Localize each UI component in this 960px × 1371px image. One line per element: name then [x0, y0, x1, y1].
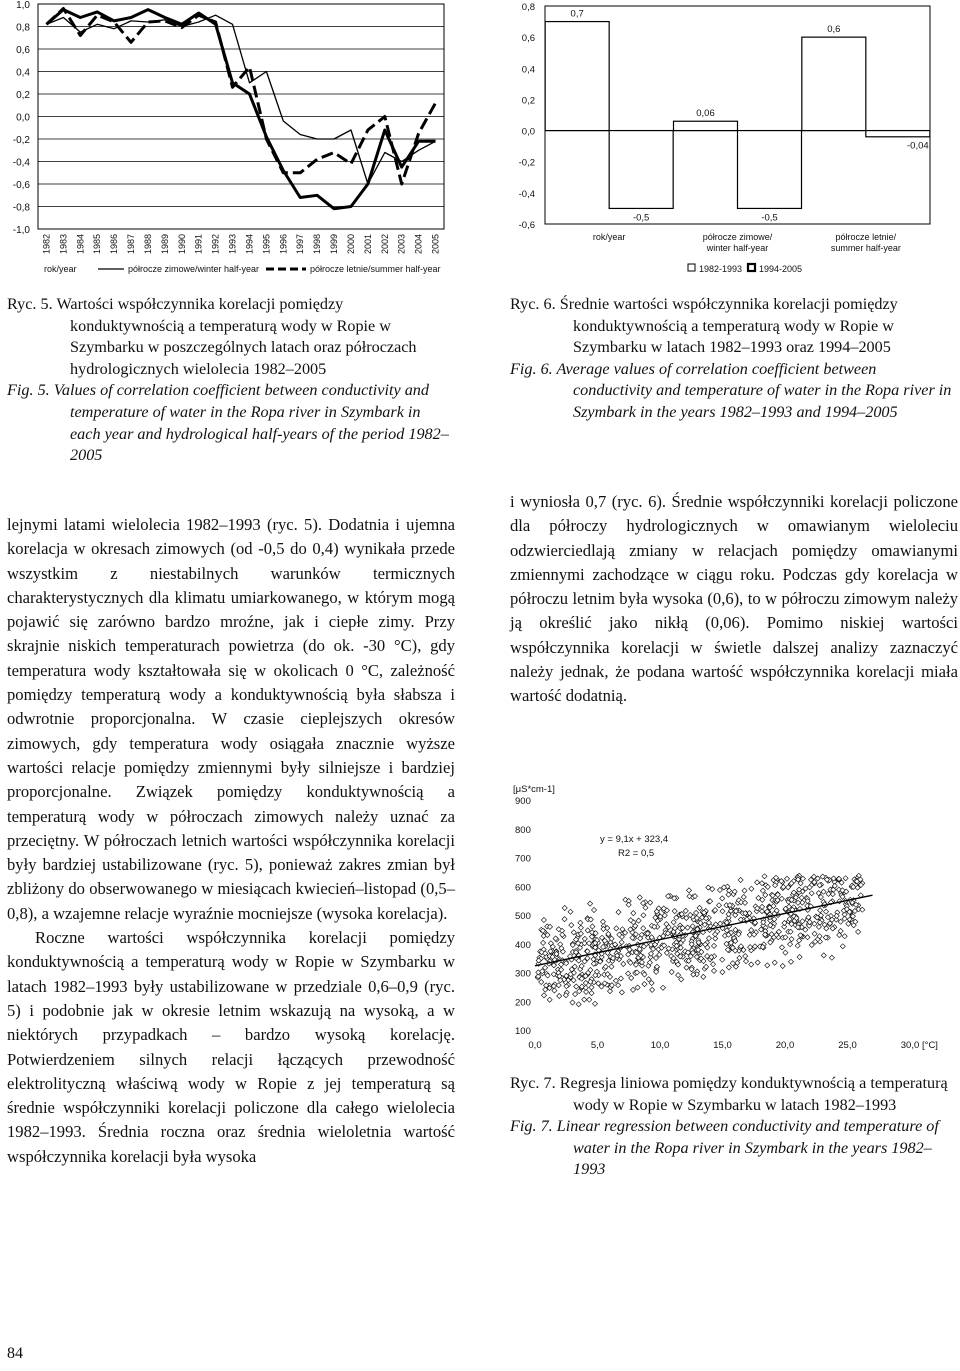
y-tick-label: 200	[515, 997, 531, 1009]
x-tick-label: 1998	[312, 234, 323, 255]
data-point	[843, 876, 848, 881]
data-point	[641, 926, 646, 931]
data-point	[641, 913, 646, 918]
data-point	[626, 971, 631, 976]
x-tick-label: 1986	[109, 234, 120, 255]
data-point	[574, 984, 579, 989]
fig6-caption-pl: Średnie wartości współczynnika korelacji pomiędzy konduktywnością a temperaturą wody w Ropie w Szymbarku w latach 1982–1993 oraz 1994–2005	[559, 295, 898, 357]
legend-label: 1982-1993	[699, 264, 743, 274]
data-point	[616, 983, 621, 988]
data-point	[706, 936, 711, 941]
data-point	[653, 955, 658, 960]
data-point	[662, 913, 667, 918]
x-tick-label: 25,0	[838, 1040, 857, 1051]
x-tick-label: 1985	[92, 234, 103, 255]
x-tick-label: 1987	[126, 234, 137, 255]
data-point	[686, 888, 691, 893]
y-tick-label: -1,0	[12, 225, 30, 236]
data-point	[683, 908, 688, 913]
x-tick-label: 2005	[430, 234, 441, 255]
data-point	[838, 919, 843, 924]
data-point	[616, 910, 621, 915]
data-point	[643, 905, 648, 910]
fig7-caption-pl: Regresja liniowa pomiędzy konduktywnością a temperaturą wody w Ropie w Szymbarku w latach 1982–1993	[559, 1074, 948, 1114]
data-point	[711, 962, 716, 967]
data-point	[780, 963, 785, 968]
data-point	[569, 923, 574, 928]
bar	[802, 37, 866, 130]
data-point	[741, 894, 746, 899]
fig5-line-chart	[0, 0, 450, 285]
data-point	[812, 931, 817, 936]
y-tick-label: 0,6	[16, 45, 30, 56]
x-tick-label: 2004	[413, 234, 424, 255]
data-point	[840, 944, 845, 949]
x-tick-label: 1983	[58, 234, 69, 255]
data-point	[587, 997, 592, 1002]
data-point	[650, 987, 655, 992]
data-point	[619, 990, 624, 995]
data-point	[691, 972, 696, 977]
bar	[609, 131, 673, 209]
data-point	[697, 905, 702, 910]
data-point	[614, 926, 619, 931]
data-point	[562, 905, 567, 910]
left-column-text	[7, 513, 455, 1169]
x-tick-label: 1996	[278, 234, 289, 255]
y-tick-label: 0,0	[521, 126, 535, 138]
data-point	[657, 952, 662, 957]
data-point	[621, 961, 626, 966]
data-point	[541, 940, 546, 945]
y-tick-label: 400	[515, 939, 531, 951]
data-point	[600, 919, 605, 924]
fig7-caption	[510, 1073, 958, 1181]
data-point	[573, 992, 578, 997]
data-point	[760, 904, 765, 909]
fig7-caption-en-lead: Fig. 7.	[510, 1117, 553, 1136]
x-tick-label: rok/year	[592, 232, 626, 242]
legend-label: 1994-2005	[759, 264, 803, 274]
data-point	[592, 1001, 597, 1006]
data-point	[571, 930, 576, 935]
x-tick-label: półrocze zimowe/	[702, 232, 773, 242]
data-point	[570, 1000, 575, 1005]
data-point	[539, 979, 544, 984]
right-paragraph-1: i wyniosła 0,7 (ryc. 6). Średnie współczynniki korelacji policzone dla półroczy hydrologicznych w omawianym wieloleciu odzwierciedlają zmiany w relacjach pomiędzy omawianymi zmiennymi zachodzące w ciągu roku. Podczas gdy korelacja w półroczu letnim była wysoka (0,6), to w półroczu zimowym należy ją określić jako nikłą (0,06). Pomimo niskiej wartości współczynnika korelacji w świetle dalszej analizy zaznaczyć należy jednak, że podana wartość współczynnika korelacji miała wartość dodatnią.	[510, 492, 958, 706]
y-tick-label: 0,4	[16, 67, 30, 79]
data-point	[541, 917, 546, 922]
bar	[866, 131, 930, 137]
y-tick-label: 0,2	[16, 90, 30, 101]
data-point	[842, 934, 847, 939]
data-point	[821, 889, 826, 894]
data-point	[805, 935, 810, 940]
x-tick-label: 30,0	[900, 1040, 920, 1051]
data-point	[590, 924, 595, 929]
data-point	[588, 901, 593, 906]
data-point	[779, 945, 784, 950]
y-tick-label: 800	[515, 824, 531, 836]
data-point	[694, 910, 699, 915]
x-axis-unit: [°C]	[922, 1040, 938, 1051]
bar	[545, 22, 609, 131]
fig7-caption-pl-lead: Ryc. 7.	[510, 1074, 556, 1092]
data-point	[669, 969, 674, 974]
fig7-caption-en: Linear regression between conductivity and temperature of water in the Ropa river in Szymbark in the years 1982–1993	[556, 1117, 939, 1179]
legend-swatch	[748, 264, 755, 271]
data-point	[631, 911, 636, 916]
data-point	[646, 977, 651, 982]
fig6-caption-en-lead: Fig. 6.	[510, 359, 553, 378]
y-tick-label: -0,4	[518, 188, 535, 200]
data-point	[552, 988, 557, 993]
data-point	[717, 887, 722, 892]
x-tick-label: 1991	[193, 234, 204, 255]
x-tick-label: 20,0	[775, 1040, 795, 1051]
data-point	[784, 876, 789, 881]
data-point	[720, 957, 725, 962]
y-tick-label: -0,6	[12, 180, 30, 191]
data-point	[591, 907, 596, 912]
y-tick-label: 0,2	[521, 95, 535, 107]
data-point	[860, 907, 865, 912]
data-point	[690, 924, 695, 929]
x-tick-label: 1988	[142, 234, 153, 255]
data-point	[749, 928, 754, 933]
data-point	[726, 965, 731, 970]
y-axis-unit: [μS*cm-1]	[513, 784, 555, 795]
x-tick-label: 1992	[210, 234, 221, 255]
data-point	[749, 886, 754, 891]
x-tick-label: 1982	[41, 234, 52, 255]
x-tick-label: summer half-year	[830, 243, 901, 253]
data-label: 0,7	[570, 8, 584, 20]
data-point	[720, 896, 725, 901]
data-point	[788, 942, 793, 947]
x-tick-label: 1999	[329, 234, 340, 255]
data-point	[720, 909, 725, 914]
data-point	[578, 925, 583, 930]
y-tick-label: 0,0	[16, 112, 30, 124]
data-point	[635, 985, 640, 990]
fig5-caption-pl-lead: Ryc. 5.	[7, 295, 53, 313]
bar	[738, 131, 802, 209]
data-point	[743, 959, 748, 964]
y-tick-label: -0,6	[518, 220, 535, 231]
data-point	[842, 916, 847, 921]
data-point	[583, 980, 588, 985]
data-point	[765, 963, 770, 968]
x-tick-label: 1984	[75, 234, 86, 255]
data-point	[718, 921, 723, 926]
data-label: -0,5	[632, 212, 650, 224]
bar	[674, 121, 738, 130]
x-tick-label: 2000	[345, 234, 356, 255]
data-point	[738, 877, 743, 882]
fig5-caption-pl: Wartości współczynnika korelacji pomiędzy konduktywnością a temperaturą wody w Ropie w Szymbarku w poszczególnych latach oraz półroczach hydrologicznych wielolecia 1982–2005	[56, 295, 417, 378]
data-point	[547, 997, 552, 1002]
data-point	[618, 976, 623, 981]
fig5-caption-en: Values of correlation coefficient between conductivity and temperature of water in the Ropa river in Szymbark in each year and hydrological half-years of the period 1982–2005	[53, 381, 449, 465]
y-tick-label: -0,2	[518, 157, 535, 169]
data-point	[763, 892, 768, 897]
data-point	[660, 985, 665, 990]
data-point	[829, 955, 834, 960]
data-point	[636, 918, 641, 923]
y-tick-label: 0,8	[16, 22, 30, 34]
x-tick-label: 1993	[227, 234, 238, 255]
data-point	[809, 891, 814, 896]
page-number: 84	[7, 1345, 23, 1362]
data-point	[755, 960, 760, 965]
y-tick-label: 0,8	[521, 2, 535, 13]
data-point	[619, 940, 624, 945]
y-tick-label: 0,4	[521, 64, 535, 76]
data-point	[648, 900, 653, 905]
legend-swatch	[688, 264, 695, 271]
data-point	[800, 919, 805, 924]
left-paragraph-1: lejnymi latami wielolecia 1982–1993 (ryc. 5). Dodatnia i ujemna korelacja w okresach zimowych (od -0,5 do 0,4) wynikała przede wszystkim z niestabilnych warunków termicznych charakterystycznych dla klimatu umiarkowanego, w którym mogą pojawić się zarówno bardzo mroźne, jak i ciepłe zimy. Przy skrajnie niskich temperaturach powietrza (do ok. -30 °C), gdy temperatura wody kształtowała się w okolicach 0 °C, zależność pomiędzy temperaturą wody a konduktywnością była słabsza i odwrotnie proporcjonalna. W czasie cieplejszych okresów zimowych, gdy temperatura wody osiągała znacznie wyższe wartości relacje pomiędzy zmiennymi były silniejsze i bardziej proporcjonalne. Związek pomiędzy konduktywnością a temperaturą wody w półroczach zimowych należy uznać za przeciętny. W półroczach letnich wartości współczynnika korelacji były bardziej ustabilizowane (ryc. 5), ponieważ zakres zmian był zbliżony do obserwowanego w miesiącach kwiecień–listopad (0,5–0,8), a wzajemne relacje wyraźnie mocniejsze (wysoka korelacja).	[7, 515, 455, 923]
data-point	[783, 950, 788, 955]
scatter-points	[535, 873, 865, 1007]
legend-label: półrocze letnie/summer half-year	[310, 264, 441, 274]
x-tick-label: 2001	[362, 234, 373, 255]
y-tick-label: 600	[515, 882, 531, 894]
data-label: 0,06	[696, 108, 715, 120]
legend-label: rok/year	[44, 264, 77, 274]
data-point	[809, 942, 814, 947]
x-tick-label: 2003	[396, 234, 407, 255]
y-tick-label: 700	[515, 853, 531, 865]
data-point	[816, 924, 821, 929]
data-point	[589, 991, 594, 996]
y-tick-label: 100	[515, 1026, 531, 1037]
fig6-caption-pl-lead: Ryc. 6.	[510, 295, 556, 313]
data-point	[823, 909, 828, 914]
data-point	[749, 962, 754, 967]
fig5-caption	[7, 294, 451, 467]
data-point	[788, 959, 793, 964]
x-tick-label: 0,0	[528, 1040, 542, 1051]
data-point	[789, 937, 794, 942]
data-point	[630, 987, 635, 992]
data-point	[559, 962, 564, 967]
data-point	[795, 943, 800, 948]
data-point	[797, 938, 802, 943]
data-point	[812, 921, 817, 926]
y-tick-label: -0,2	[12, 135, 30, 146]
data-point	[755, 880, 760, 885]
y-tick-label: -0,8	[12, 202, 30, 214]
data-label: -0,5	[761, 212, 778, 224]
data-point	[626, 902, 631, 907]
x-tick-label: 10,0	[650, 1040, 670, 1051]
data-point	[743, 954, 748, 959]
fig6-caption	[510, 294, 958, 424]
data-point	[609, 964, 614, 969]
x-tick-label: 1994	[244, 234, 255, 255]
data-point	[629, 975, 634, 980]
data-point	[582, 997, 587, 1002]
data-point	[760, 888, 765, 893]
legend-label: półrocze zimowe/winter half-year	[128, 264, 260, 274]
data-point	[800, 876, 805, 881]
data-point	[557, 993, 562, 998]
data-point	[772, 960, 777, 965]
x-tick-label: 15,0	[713, 1040, 732, 1051]
data-point	[821, 953, 826, 958]
data-point	[711, 943, 716, 948]
data-point	[578, 920, 583, 925]
data-point	[737, 955, 742, 960]
x-tick-label: półrocze letnie/	[835, 232, 897, 242]
right-column-text	[510, 490, 958, 709]
data-point	[676, 973, 681, 978]
data-point	[685, 925, 690, 930]
fig6-bar-chart	[505, 0, 945, 285]
fig7-scatter-chart	[505, 780, 960, 1065]
y-tick-label: 0,6	[521, 33, 535, 45]
data-point	[568, 909, 573, 914]
data-point	[671, 920, 676, 925]
y-tick-label: 1,0	[16, 0, 30, 11]
data-point	[701, 974, 706, 979]
data-point	[818, 908, 823, 913]
y-tick-label: 500	[515, 911, 531, 922]
y-tick-label: 900	[515, 796, 531, 807]
data-point	[672, 909, 677, 914]
data-point	[679, 977, 684, 982]
r-squared: R2 = 0,5	[618, 848, 655, 859]
data-point	[541, 993, 546, 998]
data-point	[726, 892, 731, 897]
x-tick-label: winter half-year	[706, 243, 769, 253]
data-point	[576, 1002, 581, 1007]
data-point	[649, 980, 654, 985]
data-point	[684, 965, 689, 970]
left-paragraph-2: Roczne wartości współczynnika korelacji pomiędzy konduktywnością a temperaturą wody w Ropie w Szymbarku w latach 1982–1993 były ustabilizowane w przedziale 0,6–0,9 (ryc. 5) i podobnie jak w okresie letnim wskazują na wysoką, a w niektórych przypadkach – bardzo wysoką korelację. Potwierdzeniem silnych relacji łączących przewodność elektrolityczną właściwą wody w Ropie z jej temperaturą są średnie współczynniki korelacji policzone dla całego wielolecia 1982–1993. Średnia roczna oraz średnia wieloletnia wartość współczynnika korelacji była wysoka	[7, 928, 455, 1166]
data-point	[551, 963, 556, 968]
fig5-caption-en-lead: Fig. 5.	[7, 381, 50, 400]
data-point	[742, 900, 747, 905]
regression-equation: y = 9,1x + 323,4	[600, 834, 669, 845]
data-point	[742, 888, 747, 893]
data-label: -0,04	[907, 140, 929, 152]
fig6-caption-en: Average values of correlation coefficient between conductivity and temperature of water in the Ropa river in Szymbark in the years 1982–1993 and 1994–2005	[556, 359, 952, 421]
x-tick-label: 1990	[176, 234, 187, 255]
y-tick-label: 300	[515, 968, 531, 980]
data-point	[613, 978, 618, 983]
x-tick-label: 5,0	[590, 1040, 605, 1051]
data-point	[799, 895, 804, 900]
data-point	[637, 895, 642, 900]
data-label: 0,6	[827, 24, 841, 36]
y-tick-label: -0,4	[12, 157, 30, 169]
x-tick-label: 1997	[295, 234, 306, 255]
x-tick-label: 1995	[261, 234, 272, 255]
data-point	[762, 874, 767, 879]
data-point	[856, 929, 861, 934]
data-point	[642, 982, 647, 987]
data-point	[589, 985, 594, 990]
data-point	[711, 968, 716, 973]
data-point	[716, 903, 721, 908]
data-point	[720, 970, 725, 975]
x-tick-label: 1989	[159, 234, 170, 255]
data-point	[562, 917, 567, 922]
x-tick-label: 2002	[379, 234, 390, 255]
data-point	[797, 954, 802, 959]
